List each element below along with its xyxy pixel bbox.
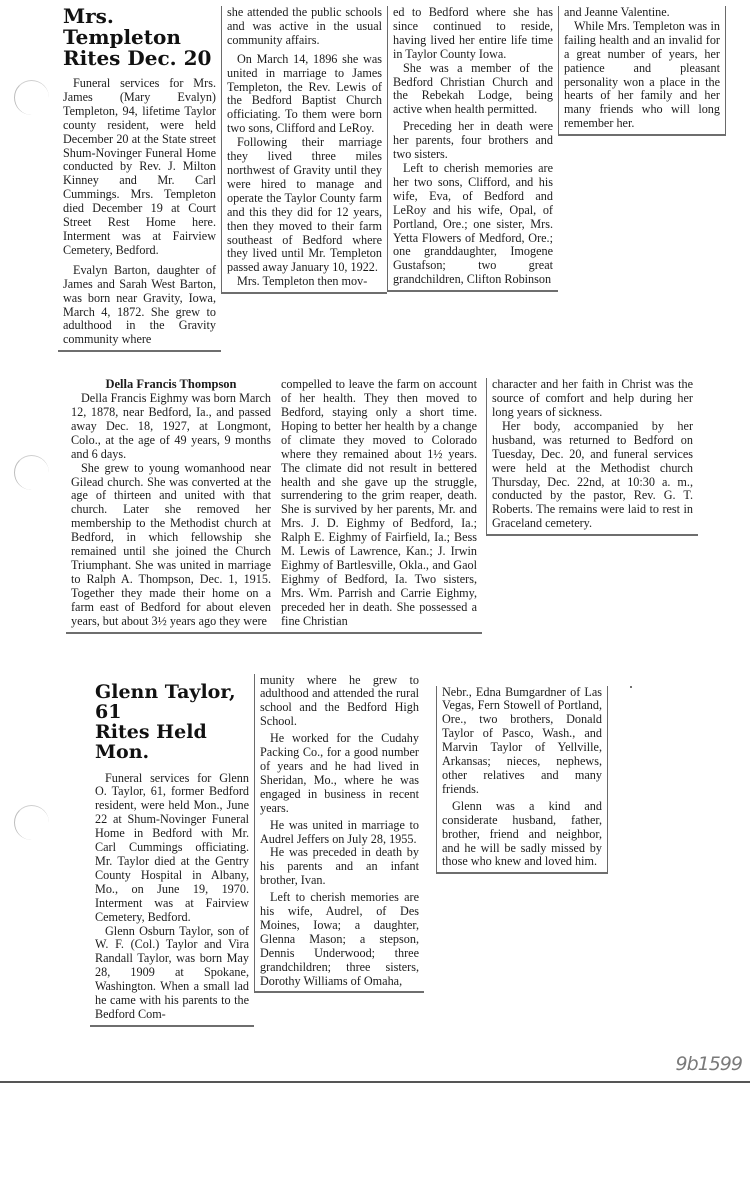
page-bottom-line [0, 1081, 750, 1083]
taylor-column-2 [254, 674, 424, 994]
paragraph: and Jeanne Valentine. [564, 5, 670, 19]
paragraph: munity where he grew to adulthood and attended the rural school and the Bedford High School. [260, 672, 419, 729]
templeton-column-4 [558, 6, 726, 136]
paragraph: Preceding her in death were her parents, four brothers and two sisters. [393, 119, 553, 162]
headline-line-2: Rites Held Mon. [95, 720, 207, 763]
paragraph: He worked for the Cudahy Packing Co., for a good number of years and he had lived in Sheridan, Mo., where he was engaged in business in recent years. [260, 731, 419, 815]
templeton-headline [63, 6, 216, 69]
paragraph: He was preceded in death by his parents and an infant brother, Ivan. [260, 845, 419, 888]
taylor-column-3 [436, 686, 608, 875]
scan-speck [630, 686, 632, 688]
clipping-taylor [90, 674, 750, 1027]
headline-line-2: Rites Dec. 20 [63, 46, 212, 70]
paragraph: While Mrs. Templeton was in failing health and an invalid for a great number of years, her patience and pleasant personality won a place in the hearts of her family and her many friends who will long remember her. [564, 18, 720, 131]
paragraph: compelled to leave the farm on account of her health. They then moved to Bedford, staying only a short time. Hoping to better her health by a change of climate they moved to Colorado where they remained about 1½ years. The climate did not result in bettered health and she gave up the struggle, surrendering to the grim reaper, death. She is survived by her parents, Mr. and Mrs. J. D. Eighmy of Bedford, Ia.; Ralph E. Eighmy of Fairfield, Ia.; Bess M. Lewis of Lawrence, Kan.; J. Irwin Eighmy of Bartlesville, Okla., and Gaol Eighmy of Bedford, Ia. Two sisters, Mrs. Wm. Parrish and Carrie Eighmy, preceded her in death. She possessed a fine Christian [281, 377, 477, 628]
page-footer [0, 1053, 750, 1113]
clipping-thompson [66, 378, 750, 633]
paragraph: On March 14, 1896 she was united in marriage to James Templeton, the Rev. Lewis of the Bedford Baptist Church officiating. To them were born two sons, Clifford and LeRoy. [227, 51, 382, 136]
paragraph: She grew to young womanhood near Gilead church. She was converted at the age of thirteen and united with that church. Later she removed her membership to the Methodist church at Bedford, in which fellowship she remained until she joined the Church Triumphant. She was united in marriage to Ralph A. Thompson, Dec. 1, 1915. Together they made their home on a farm east of Bedford for about eleven years, but about 3½ years ago they were [71, 460, 271, 628]
handwritten-archive-number: 9b1599 [675, 1052, 742, 1075]
thompson-headline: Della Francis Thompson [105, 377, 237, 392]
paragraph: Funeral services for Glenn O. Taylor, 61, former Bedford resident, were held Mon., June 22 at Shum-Novinger Funeral Home in Bedford with Mr. Carl Cummings officiating. Mr. Taylor died at the Gentry County Hospital in Albany, Mo., on June 19, 1970. Interment was at Fairview Cemetery, Bedford. [95, 770, 249, 924]
paragraph: Left to cherish memories are her two sons, Clifford, and his wife, Eva, of Bedford and LeRoy and his wife, Opal, of Portland, Ore.; one sister, Mrs. Yetta Flowers of Medford, Ore.; one granddaughter, Imogene Gustafson; two great grandchildren, Clifton Robinson [393, 160, 553, 287]
thompson-column-1 [66, 378, 276, 633]
paragraph: Glenn was a kind and considerate husband, father, brother, friend and neighbor, and he will be sadly missed by those who knew and loved him. [442, 798, 602, 869]
paragraph: Left to cherish memories are his wife, Audrel, of Des Moines, Iowa; a daughter, Glenna Mason; a stepson, Dennis Underwood; three grandchildren; three sisters, Dorothy Williams of Omaha, [260, 890, 419, 988]
paragraph: Nebr., Edna Bumgardner of Las Vegas, Fern Stowell of Portland, Ore., two brothers, Donald Taylor of Pasco, Wash., and Marvin Taylor of Yellville, Arkansas; nieces, nephews, other relatives and many friends. [442, 684, 602, 796]
headline-line-1: Glenn Taylor, 61 [95, 680, 236, 723]
paragraph: Her body, accompanied by her husband, was returned to Bedford on Tuesday, Dec. 20, and funeral services were held at the Methodist church Thursday, Dec. 22nd, at 10:30 a. m., conducted by the pastor, Rev. G. T. Roberts. The remains were laid to rest in Graceland cemetery. [492, 418, 693, 531]
taylor-column-1 [90, 674, 254, 1027]
paragraph: He was united in marriage to Audrel Jeffers on July 28, 1955. [260, 817, 419, 846]
paragraph: Evalyn Barton, daughter of James and Sarah West Barton, was born near Gravity, Iowa, March 4, 1872. She grew to adulthood in the Gravity community where [63, 262, 216, 347]
paragraph: Funeral services for Mrs. James (Mary Evalyn) Templeton, 94, lifetime Taylor county resident, were held December 20 at the State street Shum-Novinger Funeral Home conducted by Rev. J. Milton Kinney and Mr. Carl Cummings. Mrs. Templeton died December 19 at Court Street Rest Home here. Interment was at Fairview Cemetery, Bedford. [63, 76, 216, 257]
clipping-templeton [58, 6, 750, 352]
headline-line-1: Mrs. Templeton [63, 4, 181, 49]
taylor-headline [95, 682, 249, 762]
paragraph: Glenn Osburn Taylor, son of W. F. (Col.) Taylor and Vira Randall Taylor, was born May 28, 1909 at Spokane, Washington. When a small lad he came with his parents to the Bedford Com- [95, 923, 249, 1021]
templeton-column-3 [387, 6, 558, 292]
templeton-column-2 [221, 6, 387, 294]
thompson-column-3 [486, 378, 698, 536]
paragraph: ed to Bedford where she has since continued to reside, having lived her entire life time in Taylor County Iowa. [393, 5, 553, 61]
paragraph: She was a member of the Bedford Christian Church and the Rebekah Lodge, being active when health permitted. [393, 60, 553, 117]
paragraph: Della Francis Eighmy was born March 12, 1878, near Bedford, Ia., and passed away Dec. 18, 1927, at Longmont, Colo., at the age of 49 years, 9 months and 6 days. [71, 391, 271, 461]
paragraph: character and her faith in Christ was the source of comfort and help during her long years of sickness. [492, 377, 693, 420]
templeton-column-1 [58, 6, 221, 352]
paragraph: Following their marriage they lived three miles northwest of Gravity until they were hired to manage and operate the Taylor County farm and this they did for 12 years, then they moved to their farm southeast of Bedford where they lived until Mr. Templeton passed away January 10, 1922. [227, 135, 382, 275]
paragraph: she attended the public schools and was active in the usual community affairs. [227, 5, 382, 47]
thompson-column-2 [276, 378, 482, 633]
paragraph: Mrs. Templeton then mov- [237, 274, 368, 289]
